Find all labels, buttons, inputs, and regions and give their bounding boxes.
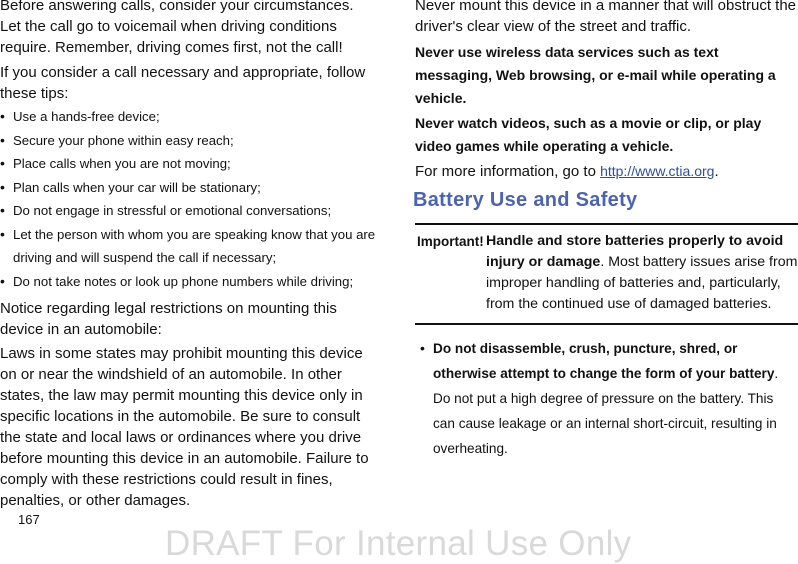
bullet-bold: Do not disassemble, crush, puncture, shred, or otherwise attempt to change the form of your battery (433, 341, 775, 381)
right-column (415, 0, 798, 461)
draft-watermark: DRAFT For Internal Use Only (165, 524, 632, 563)
list-item: • Do not engage in stressful or emotional conversations; (0, 199, 376, 223)
more-info (415, 161, 798, 182)
note-bold: Handle and store batteries properly to avoid injury or damage (486, 233, 784, 270)
intro-paragraph: Before answering calls, consider your circumstances. Let the call go to voicemail when driving conditions require. Remember, driving comes first, not the call! (0, 0, 354, 56)
list-item: • Use a hands-free device; (0, 105, 376, 129)
more-info-prefix: For more information, go to (415, 163, 601, 180)
bullet-text: . Do not put a high degree of pressure on the battery. This can cause leakage or an internal short-circuit, resulting in overheating. (433, 366, 779, 456)
note-text: . Most battery issues arise from improper handling of batteries and, particularly, from the continued use of damaged batteries. (486, 254, 798, 312)
list-item (420, 336, 798, 461)
tips-list (0, 105, 376, 293)
ctia-link[interactable]: http://www.ctia.org (600, 163, 715, 179)
list-item: • Plan calls when your car will be stationary; (0, 176, 376, 200)
note-label: Important! (417, 234, 484, 249)
left-column (0, 0, 376, 511)
mounting-notice-title: Notice regarding legal restrictions on mounting this device in an automobile: (0, 300, 337, 338)
note-body (486, 231, 798, 315)
list-item: • Secure your phone within easy reach; (0, 129, 376, 153)
wireless-warning: Never use wireless data services such as text messaging, Web browsing, or e-mail while operating a vehicle. (415, 44, 776, 106)
mounting-laws-paragraph: Laws in some states may prohibit mounting this device on or near the windshield of an automobile. In other states, the law may permit mounting this device only in specific locations in the automobile. Be sure to consult the state and local laws or ordinances where you drive before mounting this device in an automobile. Failure to comply with these restrictions could result in fines, penalties, or other damages. (0, 345, 369, 509)
tips-intro: If you consider a call necessary and appropriate, follow these tips: (0, 64, 366, 102)
list-item: • Place calls when you are not moving; (0, 152, 376, 176)
mount-warning: Never mount this device in a manner that will obstruct the driver's clear view of the street and traffic. (415, 0, 797, 35)
more-info-suffix: . (714, 163, 719, 180)
video-warning: Never watch videos, such as a movie or clip, or play video games while operating a vehicle. (415, 115, 762, 154)
battery-bullets (420, 336, 798, 461)
page-number: 167 (18, 512, 40, 527)
list-item: • Do not take notes or look up phone numbers while driving; (0, 270, 376, 294)
important-note (415, 223, 798, 325)
list-item: • Let the person with whom you are speaking know that you are driving and will suspend the call if necessary; (0, 223, 376, 270)
section-heading: Battery Use and Safety (413, 189, 638, 211)
